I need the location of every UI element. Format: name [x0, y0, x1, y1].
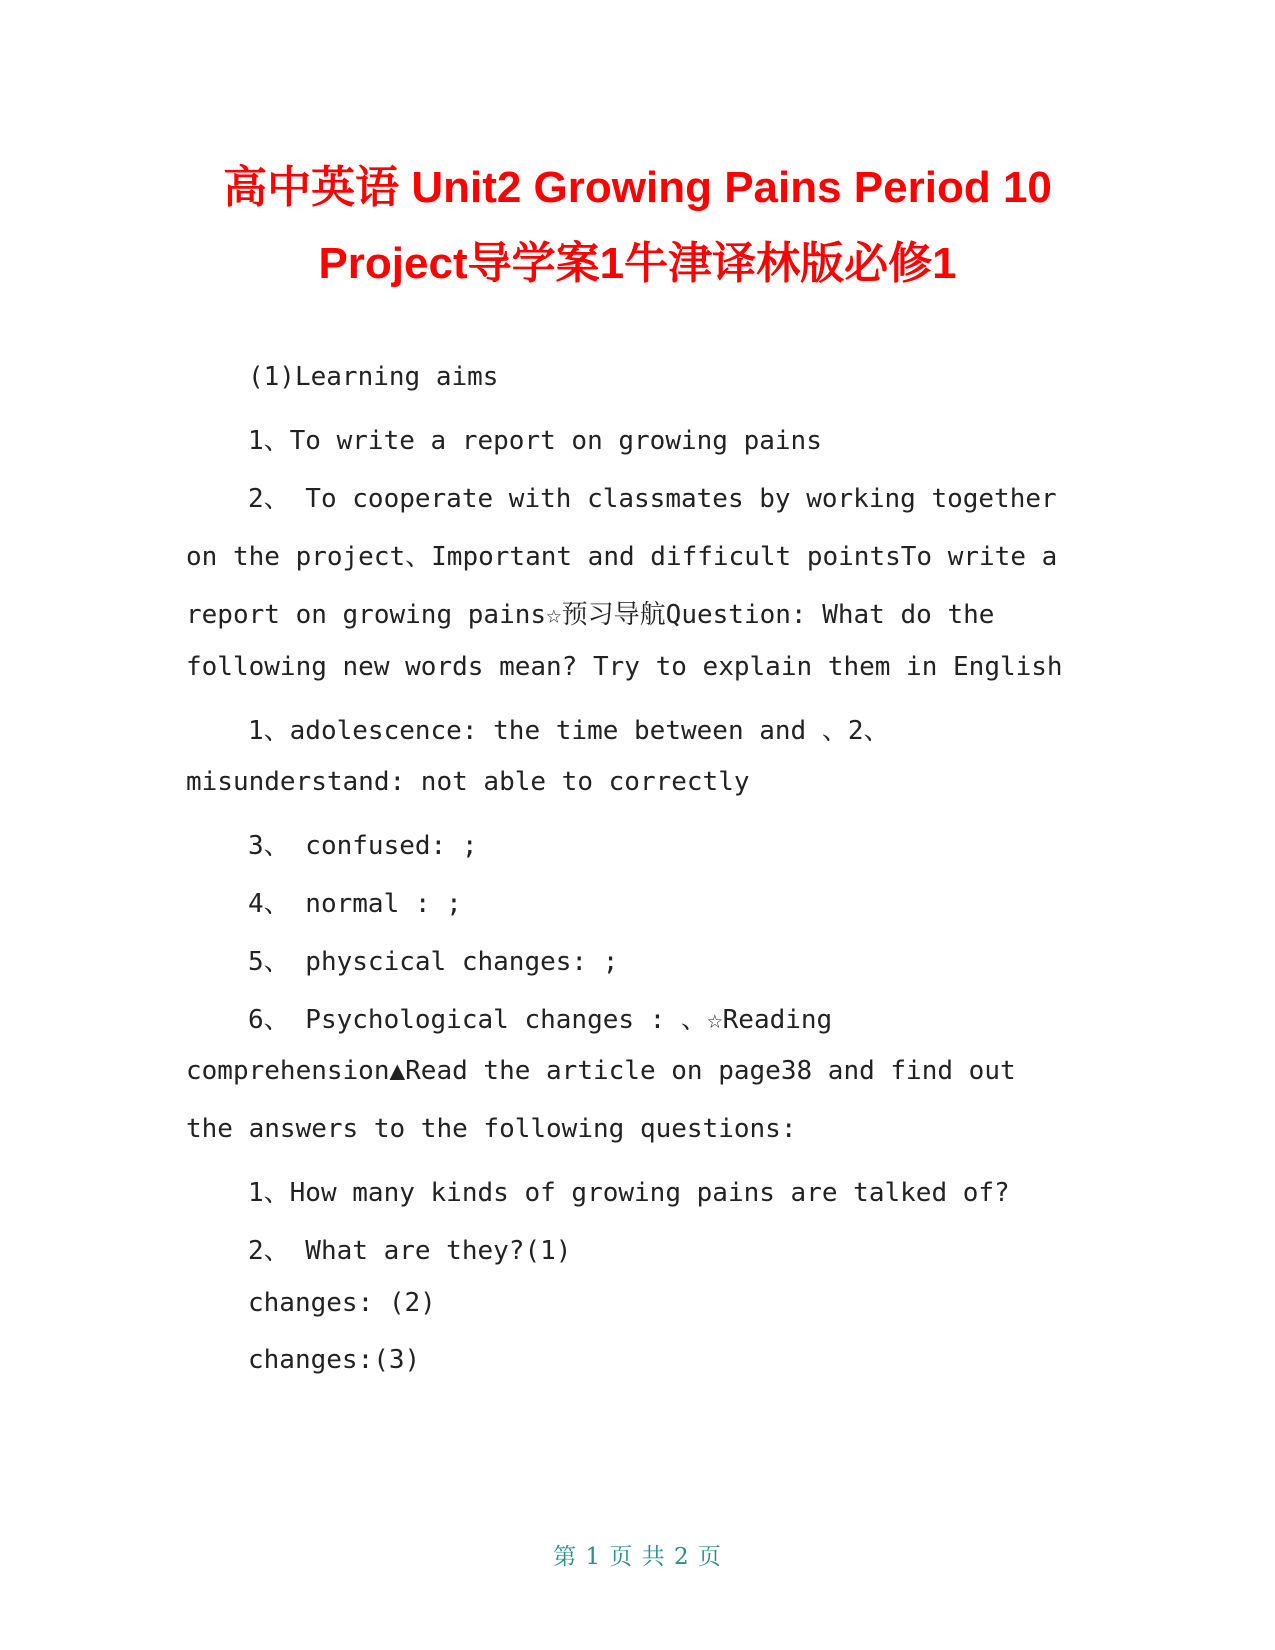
title-line-1: 高中英语 Unit2 Growing Pains Period 10: [223, 163, 1052, 212]
document-title: [150, 150, 1125, 302]
body-line: following new words mean? Try to explain them in English: [186, 652, 1063, 682]
body-line: 5、 physcical changes: ;: [248, 947, 619, 977]
body-line: on the project、Important and difficult pointsTo write a: [186, 542, 1058, 572]
body-line: 1、adolescence: the time between and 、2、: [248, 716, 890, 746]
body-line: (1)Learning aims: [248, 362, 499, 392]
body-line: 1、How many kinds of growing pains are talked of?: [248, 1178, 1010, 1208]
body-line: comprehension▲Read the article on page38 and find out: [186, 1056, 1016, 1086]
body-line: 2、 To cooperate with classmates by working together: [248, 484, 1057, 514]
body-line: misunderstand: not able to correctly: [186, 767, 750, 797]
body-line: 4、 normal : ;: [248, 889, 462, 919]
title-line-2: Project导学案1牛津译林版必修1: [318, 239, 957, 288]
body-line: the answers to the following questions:: [186, 1114, 797, 1144]
body-line: changes: (2): [248, 1288, 436, 1318]
body-line: changes:(3): [248, 1345, 421, 1375]
body-line: 6、 Psychological changes : 、☆Reading: [248, 1005, 833, 1035]
body-line: 1、To write a report on growing pains: [248, 426, 822, 456]
page-footer: 第 1 页 共 2 页: [553, 1544, 722, 1570]
body-line: 2、 What are they?(1): [248, 1236, 572, 1266]
body-line: 3、 confused: ;: [248, 831, 478, 861]
body-line: report on growing pains☆预习导航Question: What do the: [186, 600, 995, 630]
